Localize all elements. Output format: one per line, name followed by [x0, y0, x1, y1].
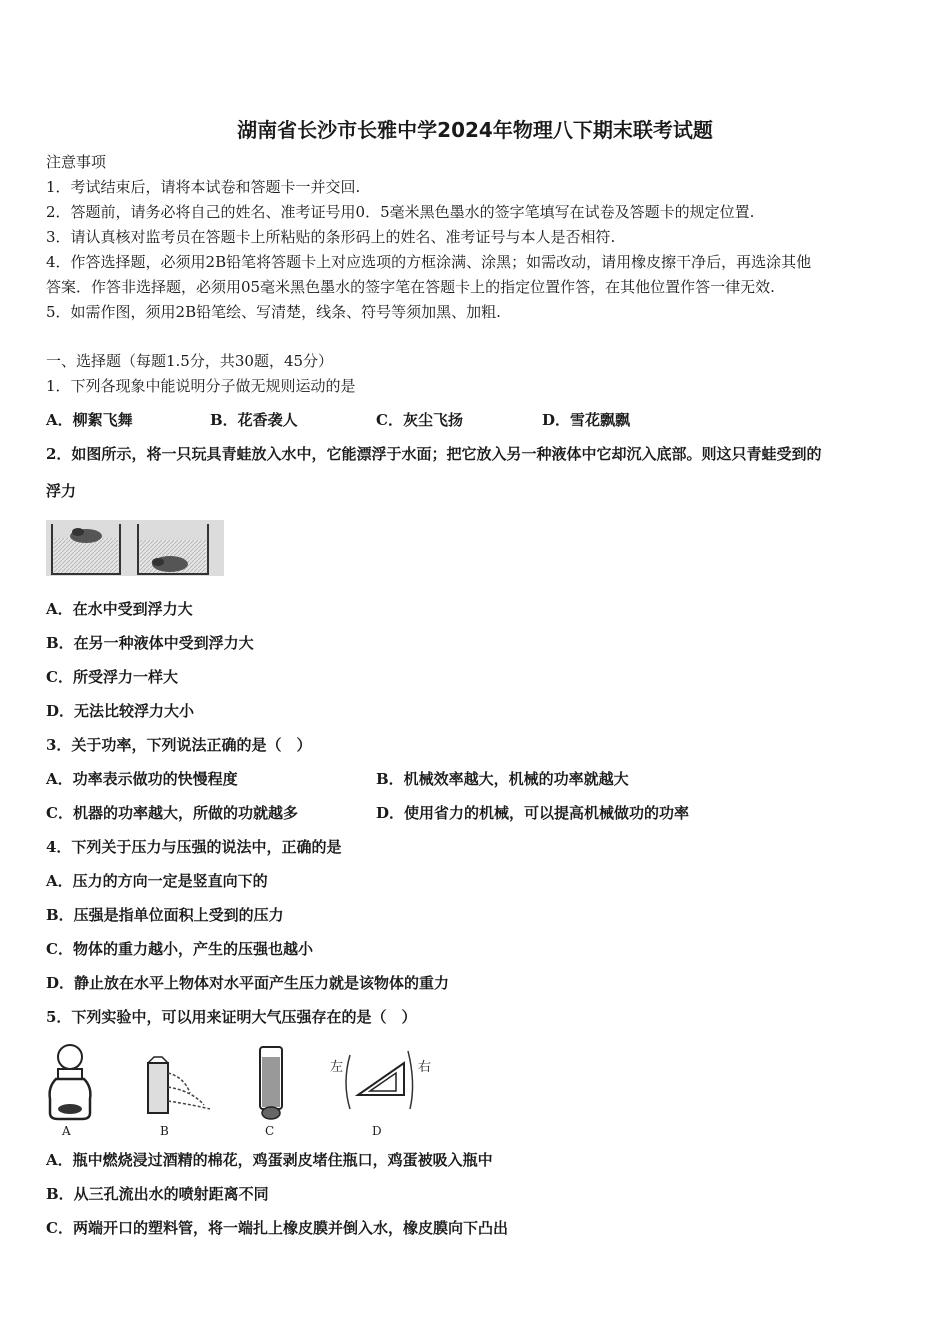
- figure-label-a: A: [62, 1124, 71, 1138]
- q1-option-d: D．雪花飘飘: [542, 411, 631, 429]
- label-right: 右: [418, 1060, 432, 1075]
- bottle-egg-diagram: [50, 1045, 91, 1119]
- three-hole-container-diagram: [148, 1057, 210, 1113]
- notice-item: 2．答题前，请务必将自己的姓名、准考证号用0．5毫米黑色墨水的签字笔填写在试卷及答题卡的规定位置.: [46, 203, 755, 221]
- q3-option-d: D．使用省力的机械，可以提高机械做功的功率: [376, 804, 690, 822]
- q4-option-b: B．压强是指单位面积上受到的压力: [46, 906, 284, 924]
- q3-option-a: A．功率表示做功的快慢程度: [46, 770, 238, 788]
- q5-option-a: A．瓶中燃烧浸过酒精的棉花，鸡蛋剥皮堵住瓶口，鸡蛋被吸入瓶中: [46, 1151, 493, 1169]
- notice-item: 1．考试结束后，请将本试卷和答题卡一并交回.: [46, 178, 361, 196]
- question-2-stem-cont: 浮力: [46, 482, 77, 500]
- question-1-stem: 1．下列各现象中能说明分子做无规则运动的是: [46, 377, 356, 395]
- figure-label-b: B: [160, 1124, 169, 1138]
- notice-item: 4．作答选择题，必须用2B铅笔将答题卡上对应选项的方框涂满、涂黑；如需改动，请用橡皮擦干净后，再选涂其他: [46, 253, 812, 271]
- q2-option-d: D．无法比较浮力大小: [46, 702, 195, 720]
- notice-item: 答案．作答非选择题，必须用05毫米黑色墨水的签字笔在答题卡上的指定位置作答，在其他位置作答一律无效.: [46, 278, 775, 296]
- q2-option-c: C．所受浮力一样大: [46, 668, 178, 686]
- notice-heading: 注意事项: [46, 153, 107, 171]
- notice-item: 5．如需作图，须用2B铅笔绘、写清楚，线条、符号等须加黑、加粗.: [46, 303, 501, 321]
- q3-option-b: B．机械效率越大，机械的功率就越大: [376, 770, 629, 788]
- question-4-stem: 4．下列关于压力与压强的说法中，正确的是: [46, 838, 342, 856]
- notice-item: 3．请认真核对监考员在答题卡上所粘贴的条形码上的姓名、准考证号与本人是否相符.: [46, 228, 616, 246]
- page-title: 湖南省长沙市长雅中学2024年物理八下期末联考试题: [237, 118, 713, 142]
- q1-option-a: A．柳絮飞舞: [46, 411, 133, 429]
- triangle-ruler-diagram: [330, 1051, 431, 1109]
- q1-option-b: B．花香袭人: [210, 411, 298, 429]
- figure-label-d: D: [372, 1124, 382, 1138]
- question-2-stem: 2．如图所示，将一只玩具青蛙放入水中，它能漂浮于水面；把它放入另一种液体中它却沉入底部。则这只青蛙受到的: [46, 445, 822, 463]
- q4-option-c: C．物体的重力越小，产生的压强也越小: [46, 940, 313, 958]
- q5-option-b: B．从三孔流出水的喷射距离不同: [46, 1185, 269, 1203]
- pressure-experiments-figure: [44, 1043, 444, 1125]
- q1-option-c: C．灰尘飞扬: [376, 411, 463, 429]
- question-3-stem: 3．关于功率，下列说法正确的是（ ）: [46, 736, 312, 754]
- section-heading: 一、选择题（每题1.5分，共30题，45分）: [46, 352, 334, 370]
- tube-membrane-diagram: [260, 1047, 282, 1119]
- frog-beakers-figure: [46, 520, 224, 576]
- q2-option-a: A．在水中受到浮力大: [46, 600, 193, 618]
- q4-option-d: D．静止放在水平上物体对水平面产生压力就是该物体的重力: [46, 974, 450, 992]
- label-left: 左: [330, 1060, 344, 1075]
- figure-label-c: C: [265, 1124, 275, 1138]
- q4-option-a: A．压力的方向一定是竖直向下的: [46, 872, 268, 890]
- q3-option-c: C．机器的功率越大，所做的功就越多: [46, 804, 298, 822]
- question-5-stem: 5．下列实验中，可以用来证明大气压强存在的是（ ）: [46, 1008, 417, 1026]
- q5-option-c: C．两端开口的塑料管，将一端扎上橡皮膜并倒入水，橡皮膜向下凸出: [46, 1219, 508, 1237]
- q2-option-b: B．在另一种液体中受到浮力大: [46, 634, 254, 652]
